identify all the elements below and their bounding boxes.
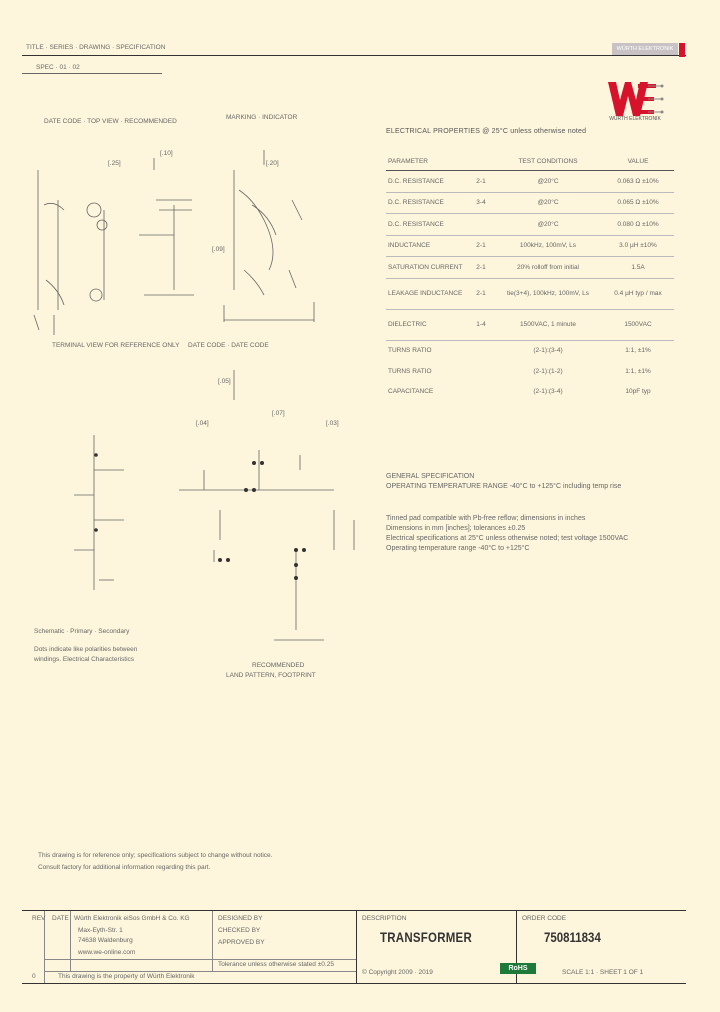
property-note: This drawing is the property of Würth Elektronik <box>58 973 195 980</box>
header-red-tab <box>679 43 685 57</box>
electrical-title: ELECTRICAL PROPERTIES @ 25°C unless otherwise noted <box>386 128 587 135</box>
dim-h: [.03] <box>326 420 339 427</box>
dim-c: [.20] <box>266 160 279 167</box>
date-label: DATE <box>52 915 69 922</box>
table-row <box>386 235 674 257</box>
terminal-view-label: TERMINAL VIEW FOR REFERENCE ONLY <box>52 342 180 349</box>
dim-a: [.25] <box>108 160 121 167</box>
table-cell: @20°C <box>494 192 602 214</box>
header-rule <box>22 55 686 56</box>
marking-label: MARKING · INDICATOR <box>226 114 298 121</box>
bottom-notes <box>38 852 272 872</box>
table-cell: 2-1 <box>468 278 494 309</box>
note-line: Operating temperature range -40°C to +125°C <box>386 545 530 552</box>
designed-by-label: DESIGNED BY <box>218 915 263 922</box>
table-cell: (2-1):(3-4) <box>533 347 563 355</box>
table-cell: 3.0 µH ±10% <box>602 235 674 257</box>
table-cell: 1500VAC, 1 minute <box>494 309 602 340</box>
table-cell: 0.063 Ω ±10% <box>602 171 674 193</box>
table-cell: 0.065 Ω ±10% <box>602 192 674 214</box>
table-cell: 2-1 <box>468 171 494 193</box>
land-caption-2: LAND PATTERN, FOOTPRINT <box>226 672 316 679</box>
table-cell: 10pF typ <box>625 388 651 396</box>
tolerance-note: Tolerance unless otherwise stated ±0.25 <box>218 961 334 968</box>
note-line: Tinned pad compatible with Pb-free reflow; dimensions in inches <box>386 515 586 522</box>
table-cell: @20°C <box>494 171 602 193</box>
rev-value: 0 <box>32 973 36 980</box>
rohs-badge: RoHS <box>500 963 536 974</box>
note-line: Dimensions in mm [inches]; tolerances ±0.25 <box>386 525 526 532</box>
table-cell: 2-1 <box>468 257 494 279</box>
table-cell: 20% rolloff from initial <box>494 257 602 279</box>
header-code: SPEC · 01 · 02 <box>36 64 80 71</box>
table-row <box>386 214 674 236</box>
land-caption-1: RECOMMENDED <box>252 662 305 669</box>
description-label: DESCRIPTION <box>362 915 407 922</box>
table-cell: DIELECTRIC <box>386 309 468 340</box>
table-row <box>386 192 674 214</box>
company-name: Würth Elektronik eiSos GmbH & Co. KG <box>74 915 190 922</box>
notes-block <box>386 472 628 554</box>
table-cell <box>468 340 494 361</box>
bottom-note-line: Consult factory for additional information regarding this part. <box>38 864 211 871</box>
schematic-caption-3: windings. Electrical Characteristics <box>34 656 135 663</box>
schematic-caption-2: Dots indicate like polarities between <box>34 646 138 653</box>
logo-text: WÜRTH ELEKTRONIK <box>609 116 661 122</box>
date-code-label: DATE CODE · DATE CODE <box>188 342 269 349</box>
table-row <box>386 257 674 279</box>
table-cell: 1:1, ±1% <box>625 347 651 355</box>
table-cell: 1500VAC <box>602 309 674 340</box>
page-header-text: TITLE · SERIES · DRAWING · SPECIFICATION <box>26 44 166 51</box>
rev-label: REV <box>32 915 46 922</box>
electrical-table <box>386 152 674 402</box>
dim-b: [.10] <box>160 150 173 157</box>
table-cell: CAPACITANCE <box>388 388 434 396</box>
table-cell: TURNS RATIO <box>388 347 432 355</box>
top-view-label: DATE CODE · TOP VIEW · RECOMMENDED <box>44 118 177 125</box>
table-cell: D.C. RESISTANCE <box>386 171 468 193</box>
table-cell <box>468 361 494 382</box>
table-cell: 1.5A <box>602 257 674 279</box>
dim-e: [.05] <box>218 378 231 385</box>
note-line: Electrical specifications at 25°C unless otherwise noted; test voltage 1500VAC <box>386 535 629 542</box>
table-row <box>386 171 674 193</box>
table-header-cell: VALUE <box>602 152 674 171</box>
table-cell: LEAKAGE INDUCTANCE <box>386 278 468 309</box>
table-cell: 1-4 <box>468 309 494 340</box>
address-line-1: Max-Eyth-Str. 1 <box>78 927 123 934</box>
bottom-note-line: This drawing is for reference only; specifications subject to change without notice. <box>38 852 273 859</box>
header-badge: WÜRTH ELEKTRONIK <box>612 43 678 55</box>
table-cell: 0.4 µH typ / max <box>602 278 674 309</box>
table-cell: TURNS RATIO <box>388 367 432 375</box>
table-cell: SATURATION CURRENT <box>386 257 468 279</box>
table-row <box>386 278 674 309</box>
copyright: © Copyright 2009 · 2019 <box>362 969 433 976</box>
product-title: TRANSFORMER <box>380 929 472 945</box>
table-row <box>386 340 674 361</box>
approved-by-label: APPROVED BY <box>218 939 265 946</box>
part-number: 750811834 <box>544 929 601 945</box>
table-row <box>386 382 674 403</box>
table-cell: tie(3+4), 100kHz, 100mV, Ls <box>494 278 602 309</box>
table-header-cell: TEST CONDITIONS <box>494 152 602 171</box>
dim-f: [.07] <box>272 410 285 417</box>
scale-sheet: SCALE 1:1 · SHEET 1 OF 1 <box>562 969 644 976</box>
table-cell: 3-4 <box>468 192 494 214</box>
note-line: GENERAL SPECIFICATION <box>386 473 475 480</box>
checked-by-label: CHECKED BY <box>218 927 261 934</box>
table-header-cell <box>468 152 494 171</box>
table-cell: (2-1):(1-2) <box>533 367 563 375</box>
table-cell: @20°C <box>494 214 602 236</box>
note-line: OPERATING TEMPERATURE RANGE -40°C to +125°C including temp rise <box>386 483 622 490</box>
table-cell: 100kHz, 100mV, Ls <box>494 235 602 257</box>
title-block <box>22 910 686 984</box>
website: www.we-online.com <box>78 949 136 956</box>
table-cell: 2-1 <box>468 235 494 257</box>
header-subrule <box>22 73 162 74</box>
table-cell: D.C. RESISTANCE <box>386 192 468 214</box>
table-cell: 1:1, ±1% <box>625 367 651 375</box>
order-code-label: ORDER CODE <box>522 915 567 922</box>
table-cell <box>468 382 494 403</box>
schematic-caption-1: Schematic · Primary · Secondary <box>34 628 130 635</box>
table-cell: INDUCTANCE <box>386 235 468 257</box>
table-row <box>386 361 674 382</box>
table-cell: (2-1):(3-4) <box>533 388 563 396</box>
table-row <box>386 309 674 340</box>
table-header-cell: PARAMETER <box>386 152 468 171</box>
table-cell <box>468 214 494 236</box>
table-cell: D.C. RESISTANCE <box>386 214 468 236</box>
mechanical-drawing <box>24 110 374 690</box>
table-header-row <box>386 152 674 171</box>
dim-g: [.04] <box>196 420 209 427</box>
address-line-2: 74638 Waldenburg <box>78 937 133 944</box>
dim-d: [.09] <box>212 246 225 253</box>
table-cell: 0.080 Ω ±10% <box>602 214 674 236</box>
